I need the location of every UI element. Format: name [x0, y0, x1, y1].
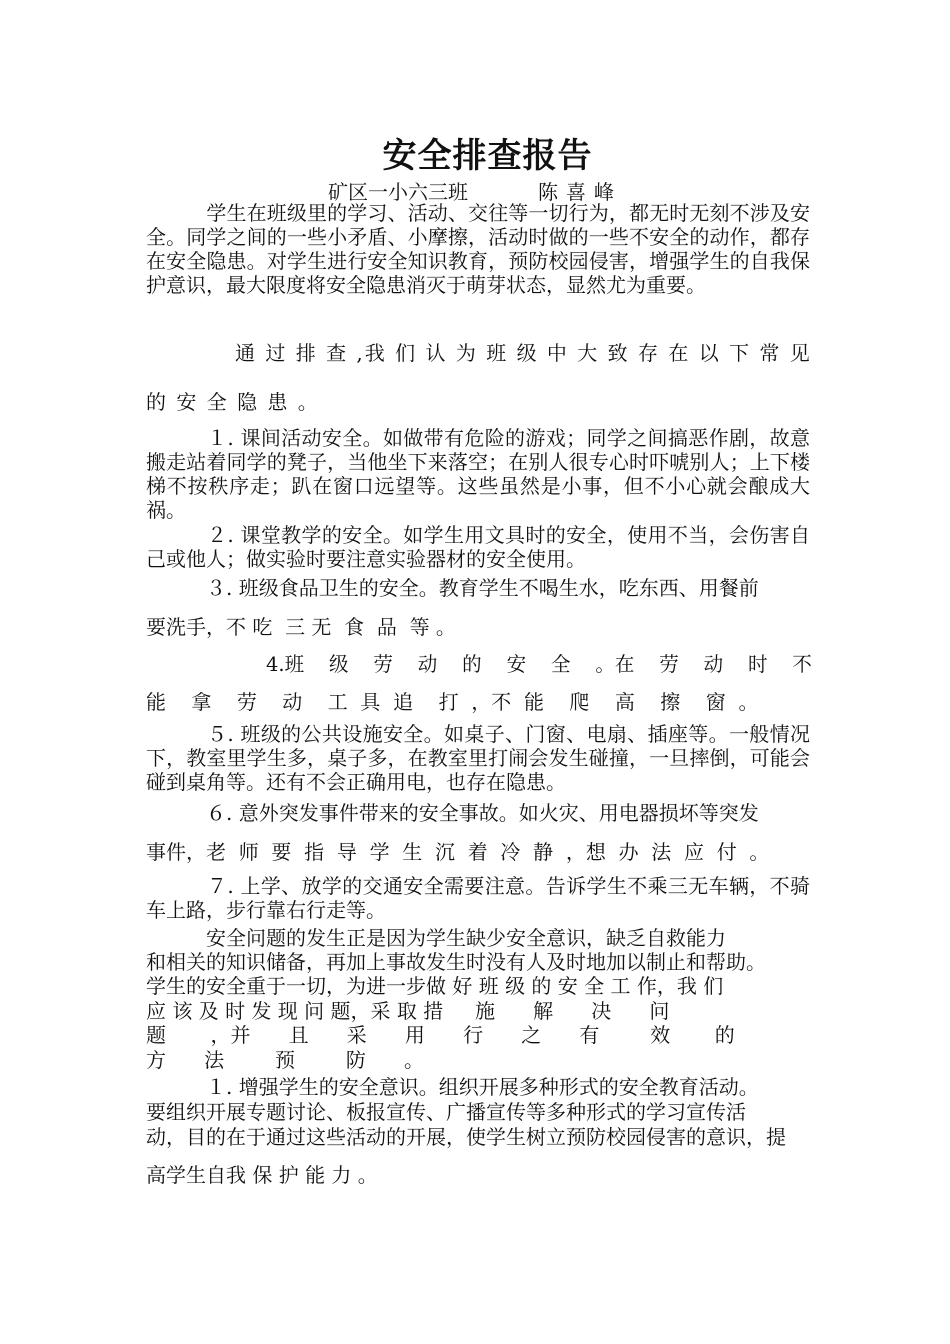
item-7-paragraph: ７. 上学、放学的交通安全需要注意。告诉学生不乘三无车辆，不骑车上路，步行靠右行走等。 — [146, 874, 810, 922]
item-6-line-1: ６. 意外突发事件带来的安全事故。如火灾、用电器损坏等突发 — [146, 801, 759, 825]
survey-line-1: 通 过 排 查 ,我 们 认 为 班 级 中 大 致 存 在 以 下 常 见 — [235, 341, 812, 365]
item-2-paragraph: ２. 课堂教学的安全。如学生用文具时的安全，使用不当，会伤害自己或他人；做实验时要注意实验器材的安全使用。 — [146, 523, 810, 571]
item-4-line-1: 4.班 级 劳 动 的 安 全 。在 劳 动 时 不 — [266, 652, 812, 676]
document-title: 安全排查报告 — [382, 136, 593, 176]
item-3-line-1: ３. 班级食品卫生的安全。教育学生不喝生水，吃东西、用餐前 — [146, 576, 759, 600]
item-1-paragraph: １. 课间活动安全。如做带有危险的游戏；同学之间搞恶作剧，故意搬走站着同学的凳子，当他坐下来落空；在别人很专心时吓唬别人；上下楼梯不按秩序走；趴在窗口远望等。这些虽然是小事，但不小心就会酿成大祸。 — [146, 426, 810, 522]
conclusion-line-6: 方 法 预 防 。 — [146, 1048, 425, 1072]
measure-1-line-4: 高学生自我 保 护 能 力 。 — [146, 1163, 378, 1187]
item-3-line-2: 要洗手，不 吃 三 无 食 品 等 。 — [146, 615, 456, 639]
item-6-line-2: 事件，老 师 要 指 导 学 生 沉 着 冷 静 ，想 办 法 应 付 。 — [146, 840, 770, 864]
conclusion-line-2: 和相关的知识储备，再加上事故发生时没有人及时地加以制止和帮助。 — [146, 950, 766, 974]
author-name: 陈喜峰 — [538, 180, 622, 204]
measure-1-line-1: １. 增强学生的安全意识。组织开展多种形式的安全教育活动。 — [146, 1075, 759, 1099]
conclusion-line-1: 安全问题的发生正是因为学生缺少安全意识，缺乏自救能力 — [146, 926, 726, 950]
survey-line-2: 的 安 全 隐 患 。 — [146, 390, 320, 414]
conclusion-line-4: 应 该 及 时 发 现 问 题，采 取 措 施 解 决 问 — [146, 999, 670, 1023]
item-4-line-2: 能 拿 劳 动 工 具 追 打 ，不 能 爬 高 擦 窗 。 — [146, 690, 759, 714]
class-name: 矿区一小六三班 — [328, 180, 468, 204]
intro-paragraph: 学生在班级里的学习、活动、交往等一切行为，都无时无刻不涉及安全。同学之间的一些小矛盾、小摩擦，活动时做的一些不安全的动作，都存在安全隐患。对学生进行安全知识教育，预防校园侵害，增强学生的自我保护意识，最大限度将安全隐患消灭于萌芽状态，显然尤为重要。 — [146, 201, 810, 297]
item-5-paragraph: ５. 班级的公共设施安全。如桌子、门窗、电扇、插座等。一般情况下，教室里学生多，桌子多，在教室里打闹会发生碰撞，一旦摔倒，可能会碰到桌角等。还有不会正确用电，也存在隐患。 — [146, 722, 810, 794]
measure-1-line-2: 要组织开展专题讨论、板报宣传、广播宣传等多种形式的学习宣传活 — [146, 1100, 746, 1124]
conclusion-line-3: 学生的安全重于一切，为进一步做 好 班 级 的 安 全 工 作，我 们 — [146, 974, 724, 998]
conclusion-line-5: 题 ，并 且 采 用 行 之 有 效 的 — [146, 1023, 735, 1047]
measure-1-line-3: 动，目的在于通过这些活动的开展，使学生树立预防校园侵害的意识，提 — [146, 1125, 786, 1149]
